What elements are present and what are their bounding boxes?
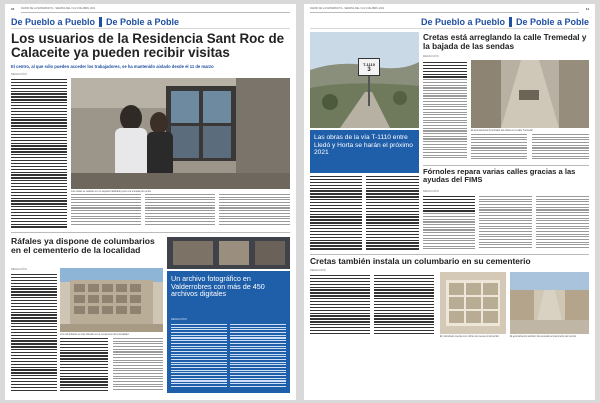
cemetery-path-illustration [510,272,589,334]
rafales-col3 [113,338,163,393]
cretas-columbarium-caption-a: El columbario cuenta con nichos de nueva construcción [440,335,500,338]
archive-headline: Un archivo fotográfico en Valderrobres con más de 450 archivos digitales [171,274,265,299]
columbarium-wall-illustration [60,268,163,332]
rafales-col2 [60,338,108,393]
main-article-col3 [145,194,215,228]
fornoles-headline: Fórnoles repara varias calles gracias a las ayudas del FIMS [423,167,576,184]
sign-post [368,76,370,106]
fornoles-col1 [423,196,475,250]
road-col1 [310,176,362,250]
rafales-photo [60,268,163,332]
archive-photo-illustration [167,237,290,269]
archive-photo [167,237,290,269]
divider [423,165,589,166]
divider [310,254,589,255]
main-photo-caption: Las visitas se realizan en un espacio habilitado junto a la entrada del centro [71,190,152,193]
topline-text: DIARIO DE LA MATARRANYA · SEMANA DEL 3 AL 9 DE ABRIL 2021 [310,7,385,10]
archive-feature-box [167,271,290,393]
cretas-street-col1 [423,62,467,160]
fornoles-col2 [479,196,532,250]
page-topline [21,7,290,13]
road-sign-code: T-1110 [362,61,375,67]
archive-col2 [230,324,286,390]
page-number: 11 [585,7,589,11]
archive-col1 [171,324,227,390]
cretas-columbarium-caption-b: El ayuntamiento también ha renovado el pavimento del recinto [510,335,577,338]
cretas-columbarium-photo-a [440,272,506,334]
page-number: 10 [11,7,15,11]
section-header [310,15,589,29]
page-topline [310,7,579,13]
road-sign-km: 3 [367,66,371,73]
section-title-catalan: De Poble a Poble [515,16,589,27]
section-divider [509,17,512,27]
road-landscape-illustration [310,32,419,128]
residence-window-illustration [71,78,290,189]
cretas-columbarium-col2 [374,275,434,335]
main-byline: REDACCIÓN [11,73,27,76]
cretas-street-headline: Cretas está arreglando la calle Tremedal y la bajada de las sendas [423,33,587,51]
section-title: De Pueblo a Pueblo [11,16,96,27]
columbarium-niches-illustration [440,272,506,334]
cretas-columbarium-photo-b [510,272,589,334]
rafales-photo-caption: Los columbarios se han ubicado en el cementerio de la localidad [60,333,129,336]
section-divider [99,17,102,27]
street-works-illustration [471,60,589,128]
road-sign [358,58,380,76]
main-article-col4 [219,194,290,228]
rafales-col1 [11,274,57,392]
rafales-headline: Ráfales ya dispone de columbarios en el cementerio de la localidad [11,236,155,256]
cretas-street-byline: REDACCIÓN [423,55,439,58]
road-photo [310,32,419,128]
left-page [5,4,296,400]
road-feature-headline: Las obras de la vía T-1110 entre Lledó y Horta se harán el próximo 2021 [314,134,413,157]
road-col2 [366,176,419,250]
archive-byline: REDACCIÓN [171,318,187,321]
fornoles-col3 [536,196,589,250]
cretas-street-col3 [532,134,589,162]
right-page [304,4,595,400]
cretas-columbarium-headline: Cretas también instala un columbario en su cementerio [310,256,531,266]
cretas-street-caption: El ayuntamiento ha iniciado las obras en la calle Tremedal [471,129,533,132]
rafales-byline: REDACCIÓN [11,268,27,271]
divider [11,232,290,233]
fornoles-byline: REDACCIÓN [423,190,439,193]
section-title: De Pueblo a Pueblo [420,16,505,27]
cretas-street-photo [471,60,589,128]
section-title-catalan: De Poble a Poble [106,16,180,27]
topline-text: DIARIO DE LA MATARRANYA · SEMANA DEL 3 AL 9 DE ABRIL 2021 [21,7,96,10]
main-headline: Los usuarios de la Residencia Sant Roc de Calaceite ya pueden recibir visitas [11,31,285,61]
main-subhead: El centro, al que sólo pueden acceder los trabajadores, se ha mantenido aislado desde el 11 de marzo [11,64,214,69]
cretas-street-col2 [471,134,527,162]
road-feature-box [310,130,419,173]
main-article-col1 [11,79,67,229]
cretas-columbarium-byline: REDACCIÓN [310,269,326,272]
main-photo [71,78,290,189]
main-article-col2 [71,194,141,228]
cretas-columbarium-col1 [310,275,370,393]
section-header [11,15,290,29]
